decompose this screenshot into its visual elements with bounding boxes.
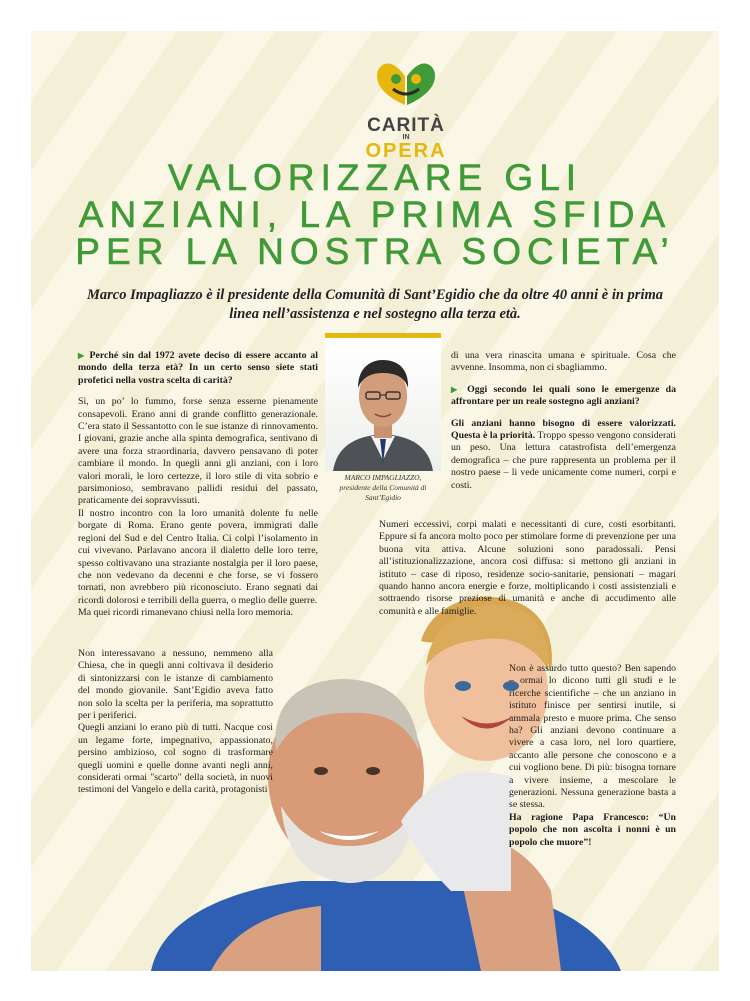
logo-text-in: IN — [402, 134, 410, 141]
question-2: Oggi secondo lei quali sono le emergenze da affrontare per un reale sostegno agli anziani? — [451, 383, 677, 408]
answer-1-paragraph-6: di una vera rinascita umana e spirituale. Cosa che avvenne. Insomma, non ci sbagliammo. — [451, 350, 676, 374]
article-column-left-lower — [78, 648, 273, 797]
question-1: Perché sin dal 1972 avete deciso di essere accanto al mondo della terza età? In un certo senso siete stati profetici nella vostra scelta di carità? — [78, 350, 318, 386]
article-title: VALORIZZARE GLI ANZIANI, LA PRIMA SFIDA PER LA NOSTRA SOCIETA’ — [75, 157, 675, 272]
answer-1-paragraph-3: Ma quei ricordi rimanevano chiusi nella loro memoria. — [78, 607, 293, 619]
answer-1-paragraph-4: Non interessavano a nessuno, nemmeno alla Chiesa, che in quegli anni coltivava il desiderio di sintonizzarsi con le istanze di cambiamento del mondo giovanile. Sant’Egidio aveva fatto non solo la scelta per la periferia, ma soprattutto per i periferici. — [78, 648, 273, 722]
logo-text-carita: CARITÀ — [367, 115, 445, 136]
answer-2-lead: Gli anziani hanno bisogno di essere valorizzati. Questa è la priorità. — [451, 417, 676, 442]
hands-heart-icon — [371, 59, 441, 109]
answer-2-paragraph-2: Numeri eccessivi, corpi malati e necessitanti di cure, costi esorbitanti. Eppure si fa ancora molto poco per stimolare forme di prevenzione per una buona vita attiva. Alcune soluzioni sono paradossali. Pensi all’istituzionalizzazione, ancora così diffusa: si mettono gli anziani in istituto – case di riposo, residenze socio-sanitarie, pensionati – magari quando hanno ancora energie e forze, moltiplicando i costi assistenziali e sottraendo risorse preziose di umanità e anche di accudimento alle comunità e alle famiglie. — [379, 519, 676, 617]
magazine-page — [31, 31, 719, 971]
carita-in-opera-logo — [341, 59, 471, 169]
answer-2-paragraph-1: Troppo spesso vengono considerati un peso. Una lettura catastrofista dell’emergenza demografica – che pure rappresenta un problema per il nostro paese – li vede unicamente come numeri, corpi e costi. — [451, 430, 676, 491]
logo-text-opera: OPERA — [365, 140, 447, 162]
portrait-caption — [325, 473, 441, 503]
question-arrow-icon: ▶ — [451, 384, 461, 394]
answer-1-paragraph-2: Il nostro incontro con la loro umanità dolente fu nelle borgate di Roma. Erano gente povera, immigrati dalle regioni del Sud e del Centro Italia. Ci colpì l’isolamento in cui vivevano. Parlavano ancora il dialetto delle loro terre, spesso coltivavano una straziante nostalgia per il loro paese, che non vedevano da decenni e che forse, se vi fossero tornati, non avrebbero più riconosciuto. Erano segnati dai ricordi dolorosi e terribili della guerra, o meglio delle guerre. — [78, 507, 318, 606]
portrait-figure — [325, 338, 441, 471]
answer-2-paragraph-4: Ha ragione Papa Francesco: “Un popolo che non ascolta i nonni è un popolo che muore”! — [509, 811, 676, 848]
answer-2-paragraph-3: Non è assurdo tutto questo? Ben sapendo – ormai lo dicono tutti gli studi e le ricerche scientifiche – che un anziano in istituto finisce per sentirsi inutile, si ammala presto e muore prima. Che senso ha? Gli anziani devono continuare a vivere a casa loro, nel loro quartiere, accanto alle persone che conoscono e a cui vogliono bene. Di più: bisogna tornare a vivere insieme, a mescolare le generazioni. Nessuna generazione basta a se stessa. — [509, 663, 676, 811]
caption-name: MARCO IMPAGLIAZZO, — [344, 473, 422, 482]
answer-1-paragraph-5: Quegli anziani lo erano più di tutti. Nacque così un legame forte, impegnativo, appassionato, persino ambizioso, col sogno di trasformare quegli uomini e quelle donne avanti negli anni, considerati ormai "scarto" della società, in nuovi testimoni del Vangelo e della carità, protagonisti — [78, 722, 273, 796]
caption-role: presidente della Comunità di Sant’Egidio — [339, 483, 427, 502]
portrait-photo — [325, 338, 441, 471]
question-arrow-icon: ▶ — [78, 351, 86, 360]
answer-1-paragraph-1: Sì, un po’ lo fummo, forse senza esserne pienamente consapevoli. Erano anni di grande conflitto generazionale. C’era stato il Sessantotto con le sue istanze di rinnovamento. I giovani, grazie anche alla spinta demografica, sentivano di avere una forza straordinaria, davvero pensavano di poter cambiare il mondo. In quegli anni gli anziani, con i loro valori morali, le loro certezze, il loro stile di vita sobrio e parsimonioso, sembravano pallidi residui del passato, praticamente dei sopravvissuti. — [78, 396, 318, 507]
article-column-left — [78, 350, 318, 620]
article-subtitle: Marco Impagliazzo è il presidente della Comunità di Sant’Egidio che da oltre 40 anni è in prima linea nell’assistenza e nel sostegno alla terza età. — [86, 287, 664, 322]
article-column-wide — [379, 519, 676, 618]
article-column-right — [451, 350, 676, 492]
article-column-right-lower — [509, 663, 676, 849]
